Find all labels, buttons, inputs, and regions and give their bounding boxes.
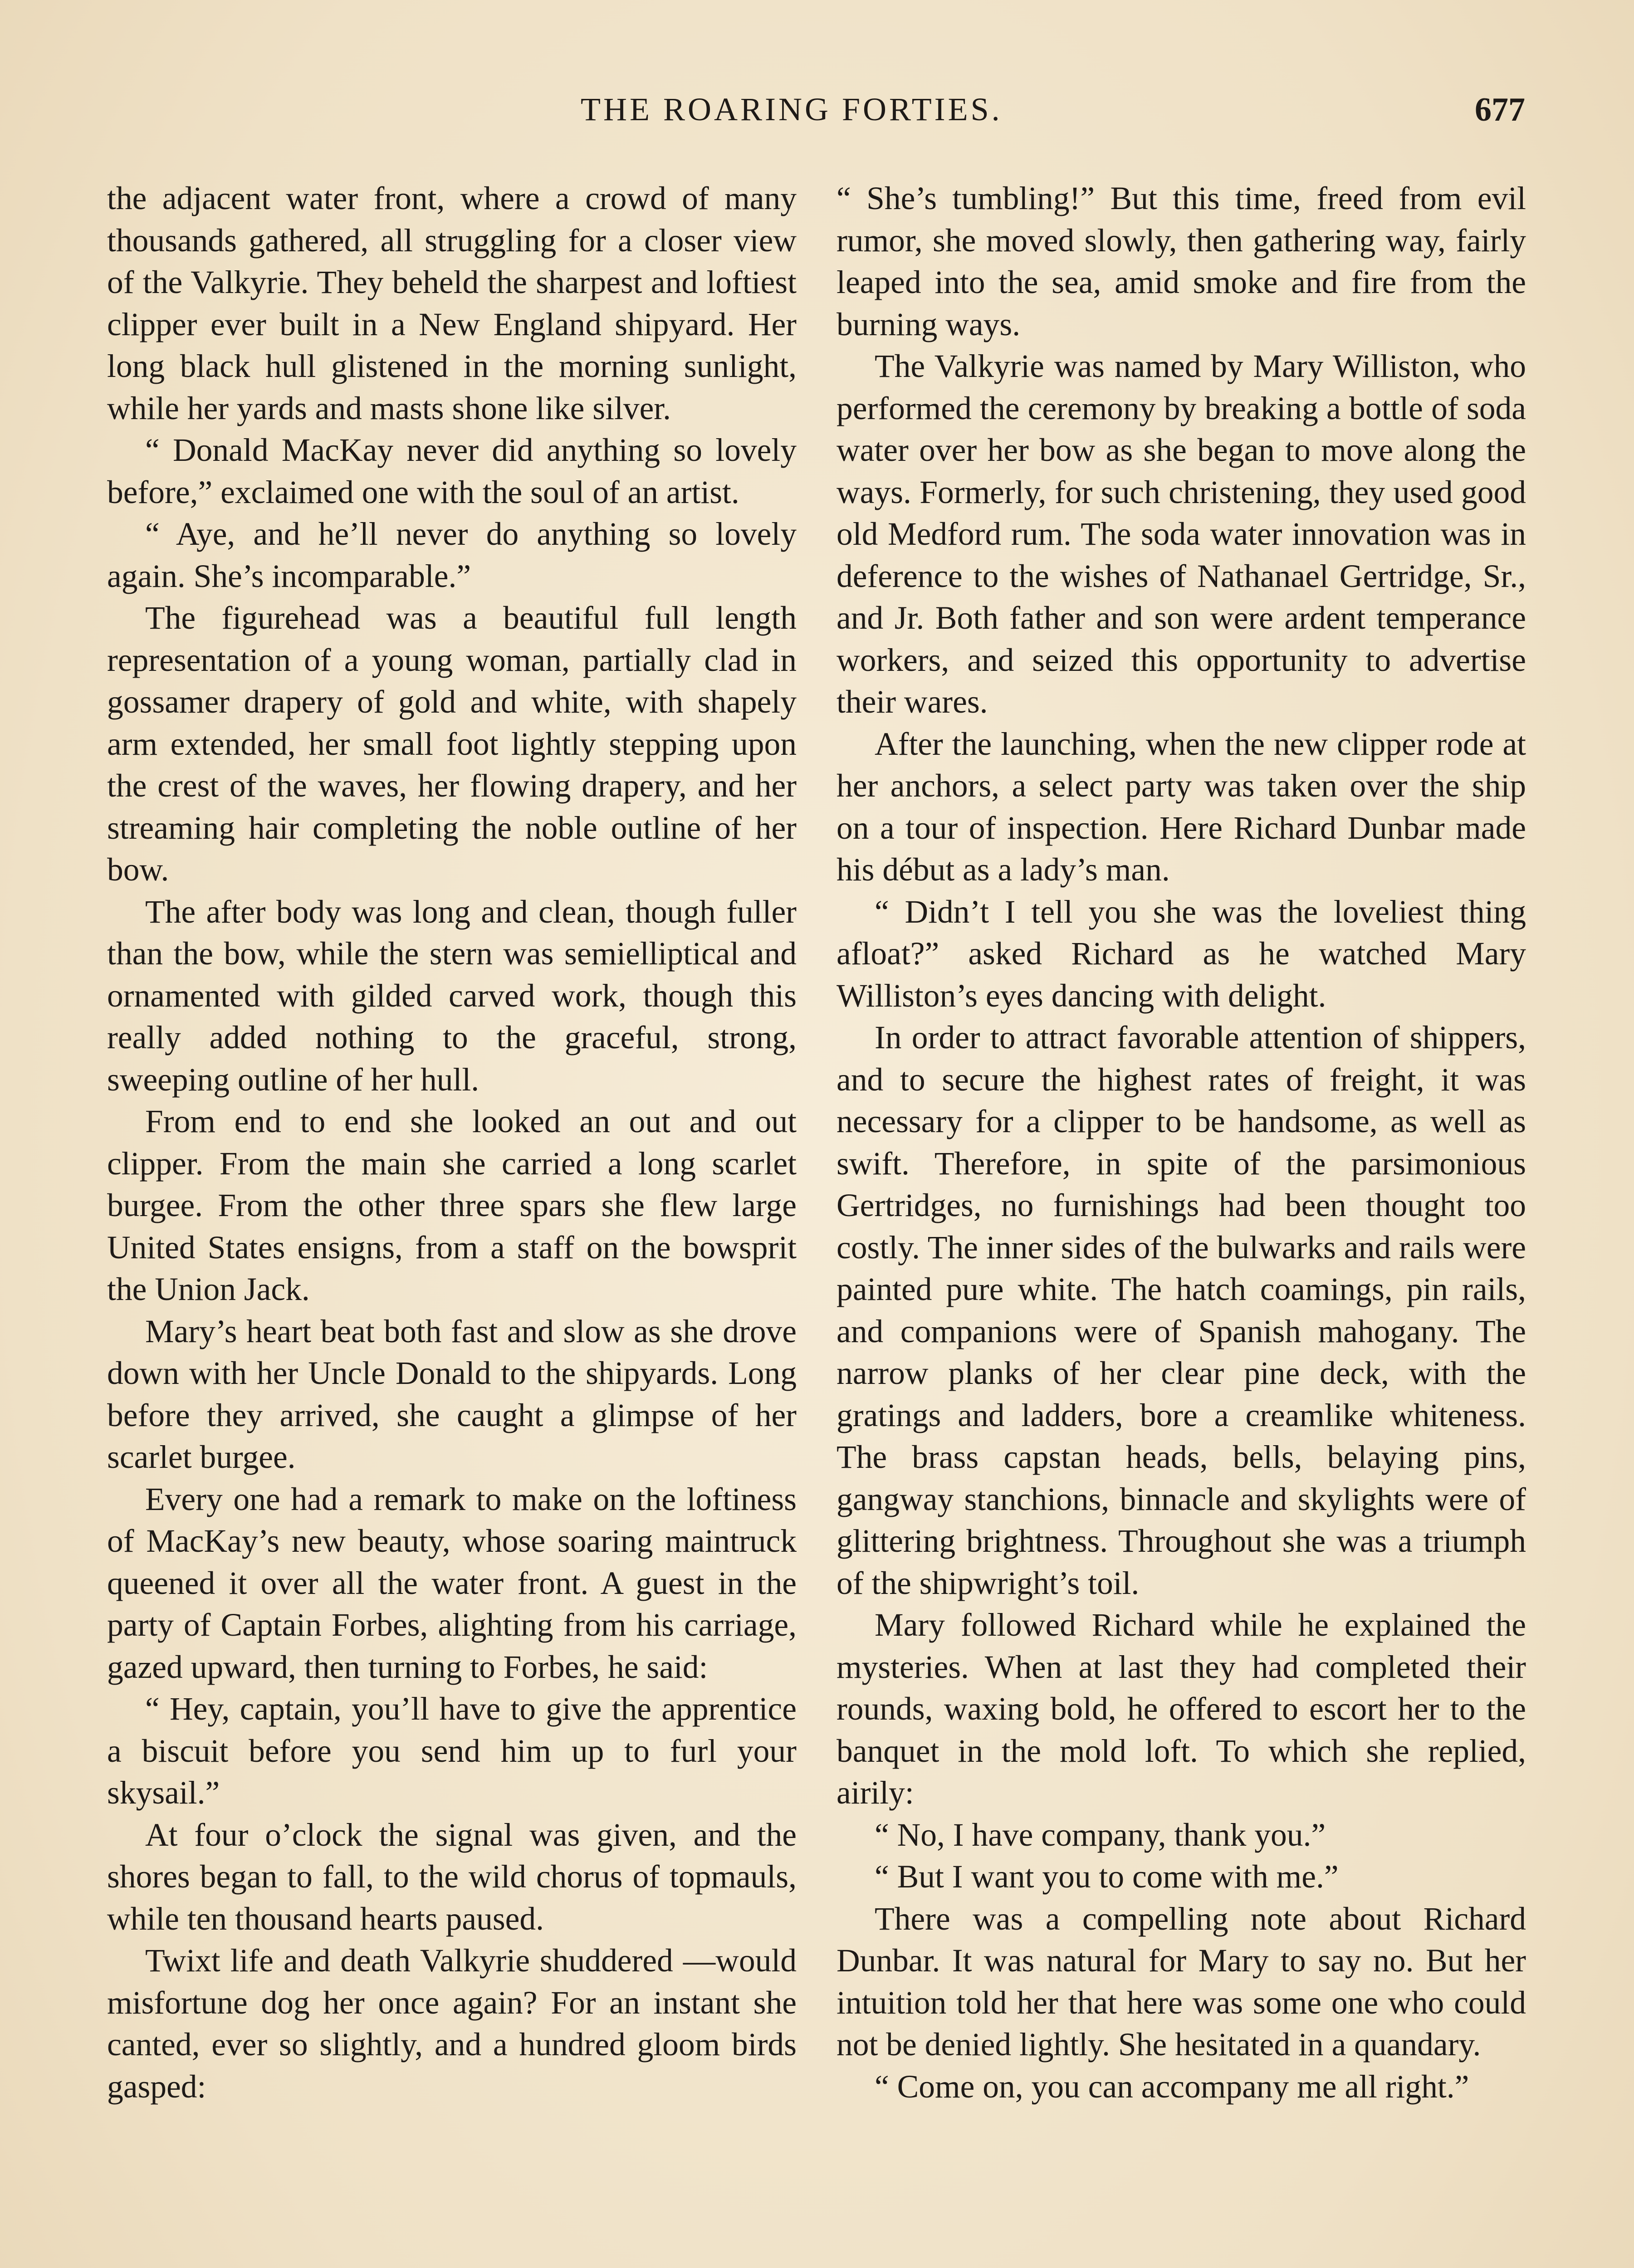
paragraph: “ Aye, and he’ll never do anything so lovely again. She’s incomparable.” bbox=[107, 516, 797, 594]
right-column bbox=[837, 178, 1526, 2108]
paragraph: Mary’s heart beat both fast and slow as she drove down with her Uncle Donald to the shipyards. Long before they arrived, she caught a glimpse of her scarlet burgee. bbox=[107, 1313, 797, 1475]
paragraph: “ She’s tumbling!” But this time, freed from evil rumor, she moved slowly, then gathering way, fairly leaped into the sea, amid smoke and fire from the burning ways. bbox=[837, 181, 1526, 342]
paragraph: “ Didn’t I tell you she was the loveliest thing afloat?” asked Richard as he watched Mary Williston’s eyes dancing with delight. bbox=[837, 894, 1526, 1014]
paragraph: The figurehead was a beautiful full length representation of a young woman, partially clad in gossamer drapery of gold and white, with shapely arm extended, her small foot lightly stepping upon the crest of the waves, her flowing drapery, and her streaming hair completing the noble outline of her bow. bbox=[107, 600, 797, 888]
paragraph: From end to end she looked an out and out clipper. From the main she carried a long scarlet burgee. From the other three spars she flew large United States ensigns, from a staff on the bowsprit the Union Jack. bbox=[107, 1104, 797, 1307]
paragraph: “ But I want you to come with me.” bbox=[875, 1859, 1339, 1895]
left-column bbox=[107, 178, 797, 2108]
paragraph: “ Hey, captain, you’ll have to give the apprentice a biscuit before you send him up to furl your skysail.” bbox=[107, 1691, 797, 1811]
paragraph: Every one had a remark to make on the loftiness of MacKay’s new beauty, whose soaring maintruck queened it over all the water front. A guest in the party of Captain Forbes, alighting from his carriage, gazed upward, then turning to Forbes, he said: bbox=[107, 1481, 797, 1685]
paragraph: There was a compelling note about Richard Dunbar. It was natural for Mary to say no. But her intuition told her that here was some one who could not be denied lightly. She hesitated in a quandary. bbox=[837, 1901, 1526, 2063]
paragraph: “ Come on, you can accompany me all right.” bbox=[875, 2068, 1469, 2105]
paragraph: The Valkyrie was named by Mary Williston, who performed the ceremony by breaking a bottle of soda water over her bow as she began to move along the ways. Formerly, for such christening, they used good old Medford rum. The soda water innovation was in deference to the wishes of Nathanael Gertridge, Sr., and Jr. Both father and son were ardent temperance workers, and seized this opportunity to advertise their wares. bbox=[837, 348, 1526, 720]
paragraph: Twixt life and death Valkyrie shuddered —would misfortune dog her once again? For an instant she canted, ever so slightly, and a hundred gloom birds gasped: bbox=[107, 1943, 797, 2105]
page-number: 677 bbox=[1475, 91, 1525, 128]
paragraph: In order to attract favorable attention of shippers, and to secure the highest rates of freight, it was necessary for a clipper to be handsome, as well as swift. Therefore, in spite of the parsimonious Gertridges, no furnishings had been thought too costly. The inner sides of the bulwarks and rails were painted pure white. The hatch coamings, pin rails, and companions were of Spanish mahogany. The narrow planks of her clear pine deck, with the gratings and ladders, bore a creamlike whiteness. The brass capstan heads, bells, belaying pins, gangway stanchions, binnacle and skylights were of glittering brightness. Throughout she was a triumph of the shipwright’s toil. bbox=[837, 1020, 1526, 1601]
paragraph: “ Donald MacKay never did anything so lovely before,” exclaimed one with the soul of an artist. bbox=[107, 432, 797, 510]
paragraph: the adjacent water front, where a crowd of many thousands gathered, all struggling for a closer view of the Valkyrie. They beheld the sharpest and loftiest clipper ever built in a New England shipyard. Her long black hull glistened in the morning sunlight, while her yards and masts shone like silver. bbox=[107, 181, 797, 426]
paragraph: Mary followed Richard while he explained the mysteries. When at last they had completed their rounds, waxing bold, he offered to escort her to the banquet in the mold loft. To which she replied, airily: bbox=[837, 1607, 1526, 1811]
running-head: THE ROARING FORTIES. bbox=[581, 91, 1003, 127]
paragraph: The after body was long and clean, though fuller than the bow, while the stern was semielliptical and ornamented with gilded carved work, though this really added nothing to the graceful, strong, sweeping outline of her hull. bbox=[107, 894, 797, 1098]
paragraph: “ No, I have company, thank you.” bbox=[875, 1817, 1326, 1853]
paragraph: At four o’clock the signal was given, and the shores began to fall, to the wild chorus of topmauls, while ten thousand hearts paused. bbox=[107, 1817, 797, 1937]
paragraph: After the launching, when the new clipper rode at her anchors, a select party was taken over the ship on a tour of inspection. Here Richard Dunbar made his début as a lady’s man. bbox=[837, 726, 1526, 888]
